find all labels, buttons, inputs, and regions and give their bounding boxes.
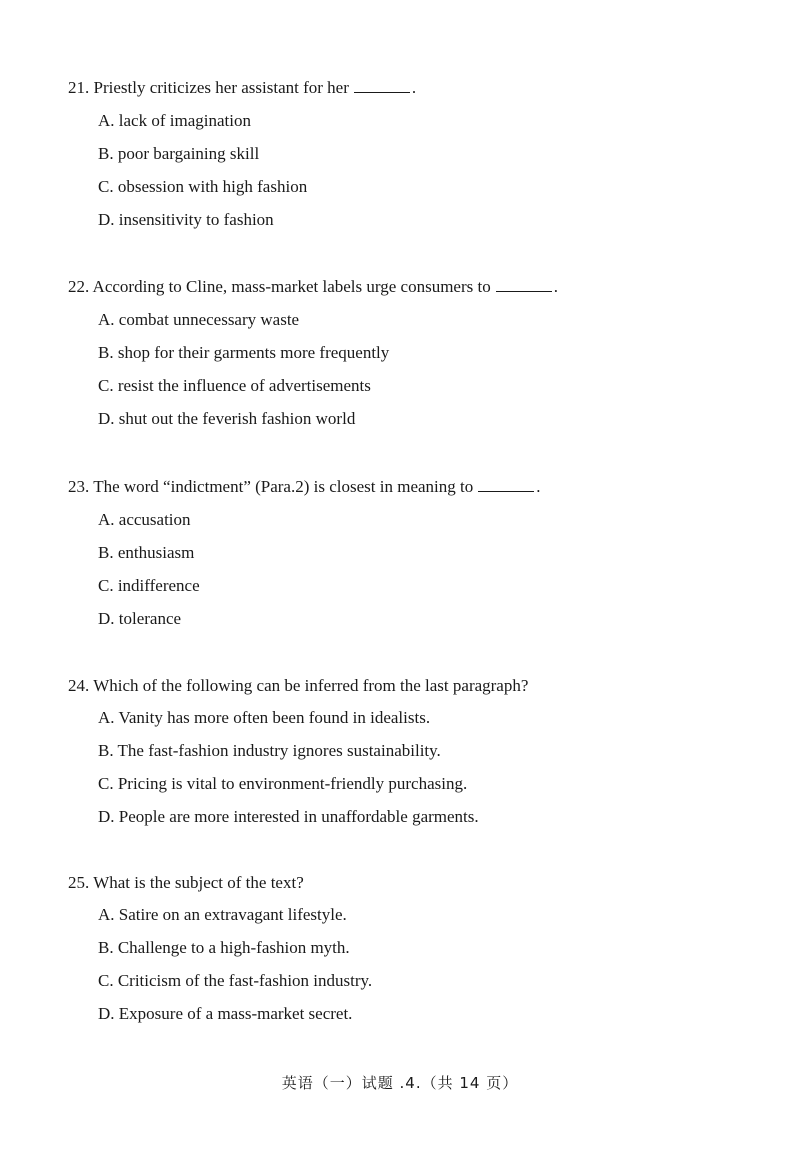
option-b: B. shop for their garments more frequently xyxy=(98,343,390,362)
option-c: C. indifference xyxy=(98,576,200,595)
question-stem xyxy=(68,675,528,697)
option-b: B. enthusiasm xyxy=(98,543,195,562)
option-d: D. tolerance xyxy=(98,609,182,628)
question-stem xyxy=(68,476,540,498)
option-b: B. Challenge to a high-fashion myth. xyxy=(98,938,350,957)
option-a: A. lack of imagination xyxy=(98,111,251,130)
option-c: C. Pricing is vital to environment-friendly purchasing. xyxy=(98,774,468,793)
stem-text: 22. According to Cline, mass-market labels urge consumers to xyxy=(68,277,491,296)
option-c: C. obsession with high fashion xyxy=(98,177,308,196)
question-stem xyxy=(68,872,304,894)
question-stem xyxy=(68,77,416,99)
option-d: D. Exposure of a mass-market secret. xyxy=(98,1004,353,1023)
option-c: C. Criticism of the fast-fashion industry. xyxy=(98,971,373,990)
stem-end: . xyxy=(536,477,541,496)
option-b: B. The fast-fashion industry ignores sustainability. xyxy=(98,741,441,760)
answer-blank xyxy=(478,477,534,492)
option-a: A. Vanity has more often been found in idealists. xyxy=(98,708,431,727)
stem-text: 23. The word “indictment” (Para.2) is closest in meaning to xyxy=(68,477,474,496)
option-d: D. insensitivity to fashion xyxy=(98,210,274,229)
option-a: A. combat unnecessary waste xyxy=(98,310,300,329)
option-d: D. People are more interested in unaffordable garments. xyxy=(98,807,479,826)
page-footer: 英语（一）试题 .4.（共 14 页） xyxy=(281,1074,519,1092)
stem-end: . xyxy=(411,78,417,97)
option-c: C. resist the influence of advertisements xyxy=(98,376,371,395)
question-stem xyxy=(68,276,558,298)
stem-text: 24. Which of the following can be inferred from the last paragraph? xyxy=(68,676,529,695)
stem-text: 25. What is the subject of the text? xyxy=(68,873,304,892)
stem-text: 21. Priestly criticizes her assistant for her xyxy=(68,78,349,97)
answer-blank xyxy=(354,78,410,93)
option-d: D. shut out the feverish fashion world xyxy=(98,409,356,428)
option-a: A. accusation xyxy=(98,510,191,529)
option-a: A. Satire on an extravagant lifestyle. xyxy=(98,905,347,924)
answer-blank xyxy=(496,277,552,292)
stem-end: . xyxy=(553,277,558,296)
option-b: B. poor bargaining skill xyxy=(98,144,260,163)
